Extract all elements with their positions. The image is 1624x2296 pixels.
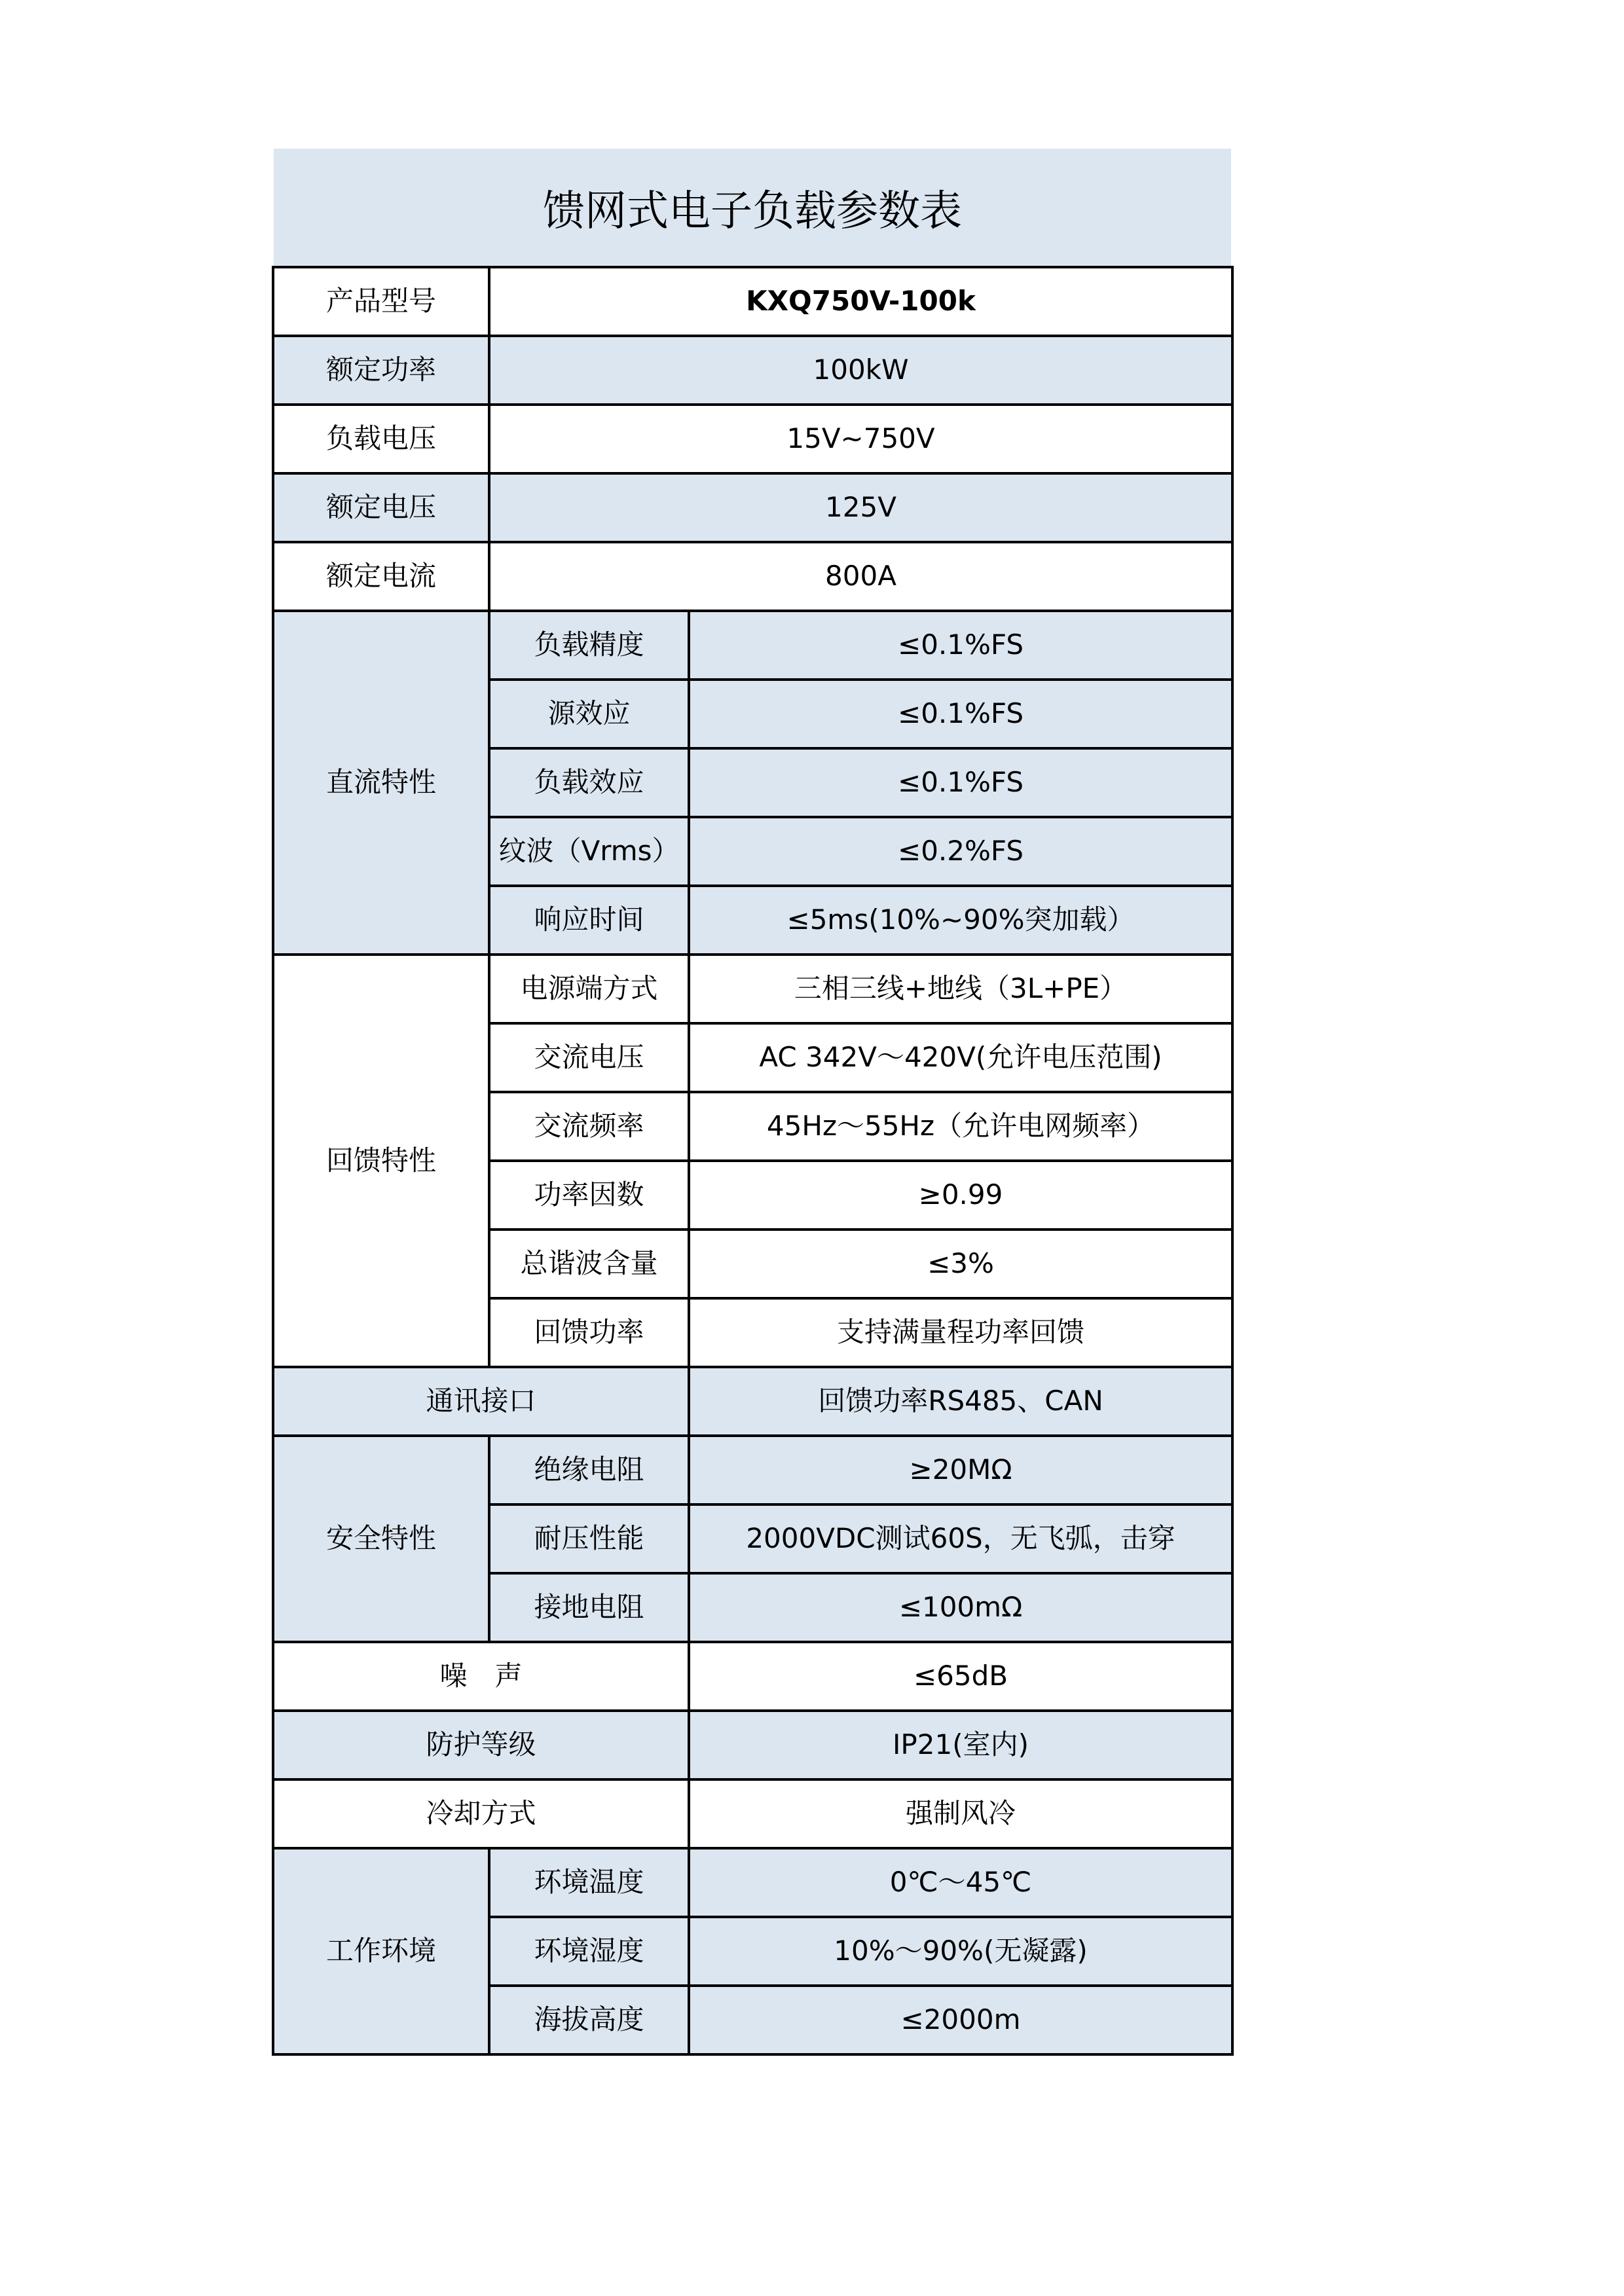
sub-value: 10%～90%(无凝露) — [689, 1917, 1232, 1986]
sub-value: 45Hz～55Hz（允许电网频率） — [689, 1092, 1232, 1161]
sub-label: 环境温度 — [489, 1848, 689, 1917]
page-title: 馈网式电子负载参数表 — [543, 187, 962, 236]
table-row-rated-current — [273, 542, 1232, 611]
group-label-working-environment: 工作环境 — [273, 1848, 489, 2054]
sub-value: ≤0.1%FS — [689, 748, 1232, 817]
parameter-table — [272, 266, 1234, 2056]
row-label: 额定功率 — [273, 336, 489, 405]
sub-value: ≤3% — [689, 1230, 1232, 1298]
sub-label: 总谐波含量 — [489, 1230, 689, 1298]
row-label: 负载电压 — [273, 405, 489, 473]
sub-label: 交流电压 — [489, 1023, 689, 1092]
sub-label: 源效应 — [489, 680, 689, 748]
sub-value: ≥20MΩ — [689, 1436, 1232, 1504]
row-label: 额定电压 — [273, 473, 489, 542]
sub-label: 电源端方式 — [489, 955, 689, 1023]
sub-label: 负载效应 — [489, 748, 689, 817]
row-value: ≤65dB — [689, 1642, 1232, 1711]
group-label-feedback-characteristics: 回馈特性 — [273, 955, 489, 1367]
table-row-dc — [273, 611, 1232, 680]
table-row-load-voltage — [273, 405, 1232, 473]
sub-value: ≤2000m — [689, 1986, 1232, 2054]
row-label: 额定电流 — [273, 542, 489, 611]
sub-value: ≤5ms(10%~90%突加载） — [689, 886, 1232, 955]
sub-value: ≤0.2%FS — [689, 817, 1232, 886]
table-row-feedback — [273, 955, 1232, 1023]
row-value: IP21(室内) — [689, 1711, 1232, 1779]
table-row-protection — [273, 1711, 1232, 1779]
row-value: 125V — [489, 473, 1232, 542]
table-row-communication — [273, 1367, 1232, 1436]
row-value: 回馈功率RS485、CAN — [689, 1367, 1232, 1436]
table-row-rated-power — [273, 336, 1232, 405]
group-label-safety-characteristics: 安全特性 — [273, 1436, 489, 1642]
sub-value: ≤0.1%FS — [689, 680, 1232, 748]
sub-label: 海拔高度 — [489, 1986, 689, 2054]
table-row-product-model — [273, 267, 1232, 336]
sub-label: 环境湿度 — [489, 1917, 689, 1986]
table-row-rated-voltage — [273, 473, 1232, 542]
sub-value: 支持满量程功率回馈 — [689, 1298, 1232, 1367]
table-row-cooling — [273, 1779, 1232, 1848]
row-value: KXQ750V-100k — [489, 267, 1232, 336]
sub-value: AC 342V～420V(允许电压范围) — [689, 1023, 1232, 1092]
sub-value: 0℃～45℃ — [689, 1848, 1232, 1917]
row-label: 产品型号 — [273, 267, 489, 336]
sub-value: ≥0.99 — [689, 1161, 1232, 1230]
sub-label: 功率因数 — [489, 1161, 689, 1230]
row-label: 防护等级 — [273, 1711, 689, 1779]
sub-label: 负载精度 — [489, 611, 689, 680]
sub-label: 耐压性能 — [489, 1504, 689, 1573]
row-value: 15V~750V — [489, 405, 1232, 473]
sub-value: 2000VDC测试60S，无飞弧，击穿 — [689, 1504, 1232, 1573]
sub-label: 绝缘电阻 — [489, 1436, 689, 1504]
sub-label: 接地电阻 — [489, 1573, 689, 1642]
table-row-noise — [273, 1642, 1232, 1711]
sub-label: 回馈功率 — [489, 1298, 689, 1367]
row-value: 800A — [489, 542, 1232, 611]
title-banner — [274, 149, 1231, 266]
row-label: 通讯接口 — [273, 1367, 689, 1436]
row-label: 冷却方式 — [273, 1779, 689, 1848]
sub-label: 纹波（Vrms） — [489, 817, 689, 886]
row-label: 噪 声 — [273, 1642, 689, 1711]
group-label-dc-characteristics: 直流特性 — [273, 611, 489, 955]
row-value: 强制风冷 — [689, 1779, 1232, 1848]
sub-value: ≤0.1%FS — [689, 611, 1232, 680]
sub-label: 响应时间 — [489, 886, 689, 955]
table-row-safety — [273, 1436, 1232, 1504]
table-row-environment — [273, 1848, 1232, 1917]
sub-value: ≤100mΩ — [689, 1573, 1232, 1642]
row-value: 100kW — [489, 336, 1232, 405]
sub-label: 交流频率 — [489, 1092, 689, 1161]
sub-value: 三相三线+地线（3L+PE） — [689, 955, 1232, 1023]
